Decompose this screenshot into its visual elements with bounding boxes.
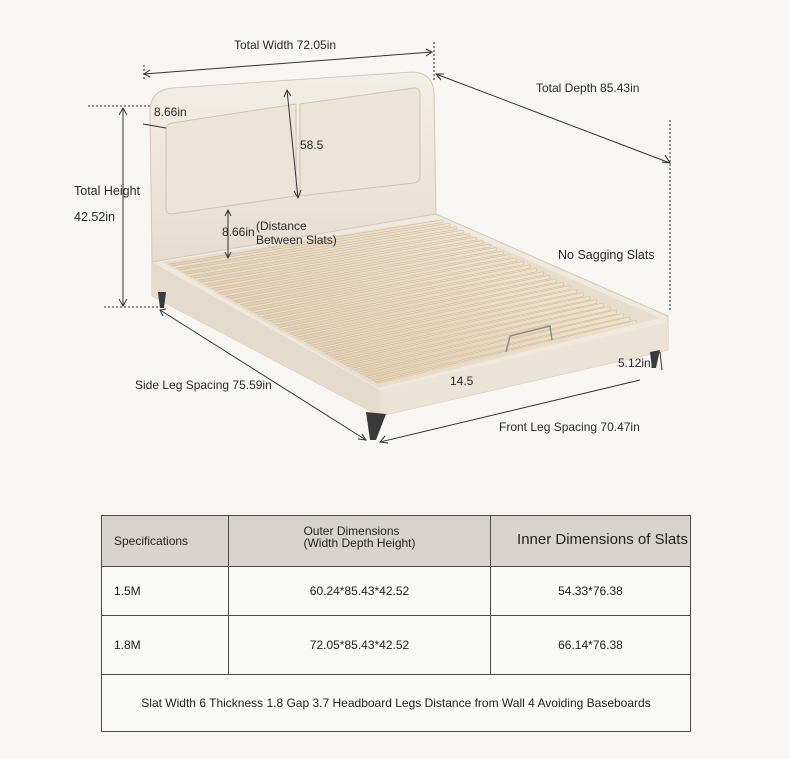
header-inner-dimensions: Inner Dimensions of Slats [491, 516, 691, 567]
headboard-panel-height-label: 58.5 [300, 138, 324, 152]
table-row [102, 616, 691, 675]
total-height-value: 42.52in [74, 210, 116, 224]
total-height-title: Total Height [74, 184, 141, 198]
outer-cell: 60.24*85.43*42.52 [229, 567, 491, 616]
total-width-label: Total Width 72.05in [234, 38, 337, 52]
size-cell: 1.8M [102, 616, 229, 675]
headboard-offset-label: 8.66in [154, 105, 187, 119]
size-cell: 1.5M [102, 567, 229, 616]
outer-cell: 72.05*85.43*42.52 [229, 616, 491, 675]
table-row [102, 567, 691, 616]
slat-distance-value: 8.66in [222, 225, 255, 239]
side-leg-spacing-label: Side Leg Spacing 75.59in [135, 378, 272, 392]
slat-note: Slat Width 6 Thickness 1.8 Gap 3.7 Headboard Legs Distance from Wall 4 Avoiding Baseboards [102, 675, 691, 732]
specifications-table [101, 515, 691, 732]
front-leg-spacing-label: Front Leg Spacing 70.47in [499, 420, 640, 434]
header-outer-dimensions: Outer Dimensions (Width Depth Height) [229, 516, 491, 567]
slat-width-mark: 14.5 [450, 374, 474, 388]
inner-cell: 66.14*76.38 [491, 616, 691, 675]
header-specifications: Specifications [102, 516, 229, 567]
total-depth-label: Total Depth 85.43in [536, 81, 640, 95]
no-sagging-label: No Sagging Slats [558, 248, 655, 262]
slat-distance-note-2: Between Slats) [256, 233, 337, 247]
inner-cell: 54.33*76.38 [491, 567, 691, 616]
slat-distance-note-1: (Distance [256, 219, 307, 233]
leg-height-label: 5.12in [618, 356, 651, 370]
table-note-row [102, 675, 691, 732]
table-header-row [102, 516, 691, 567]
